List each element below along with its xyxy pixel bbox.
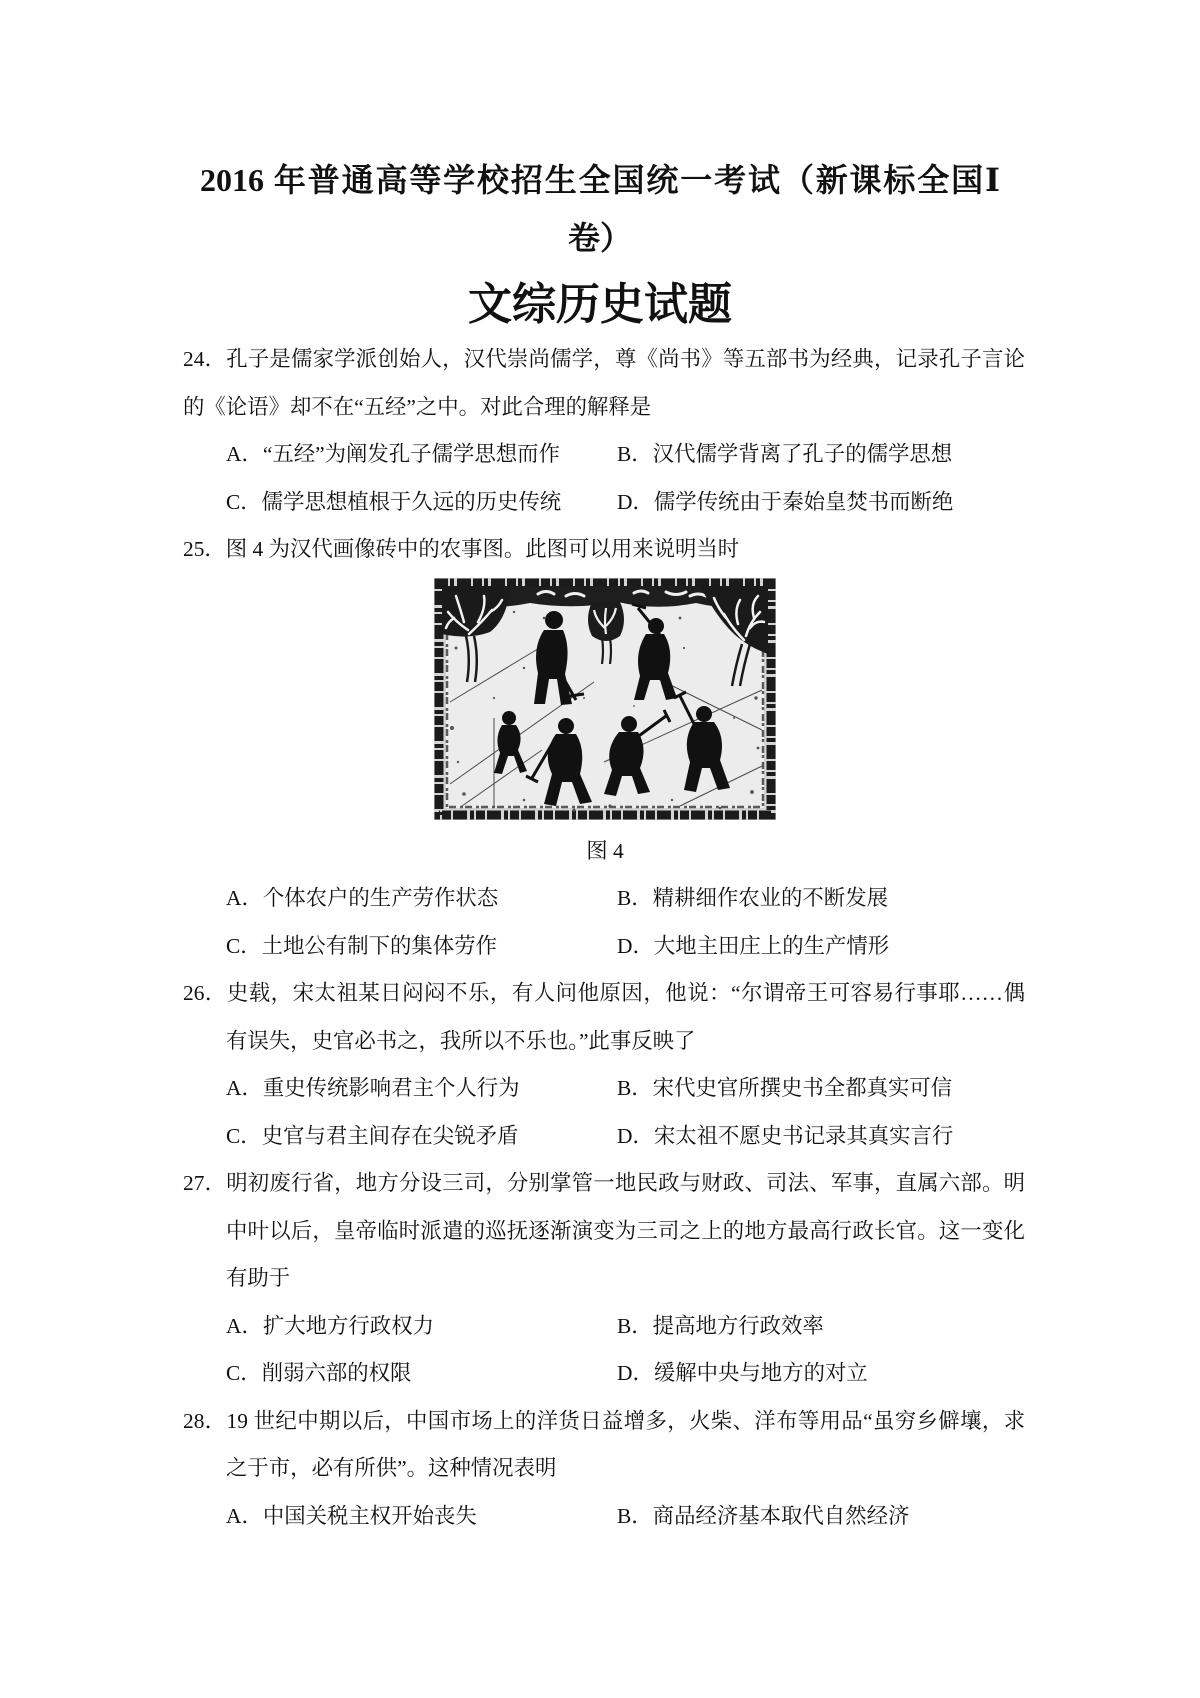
option-text: 精耕细作农业的不断发展 (652, 886, 888, 910)
option-label: A． (226, 1313, 263, 1338)
question-25 (0, 526, 1200, 970)
option-text: 大地主田庄上的生产情形 (653, 933, 890, 958)
option-label: B． (617, 1313, 653, 1338)
option-a (226, 1303, 434, 1351)
option-a (226, 1493, 477, 1541)
exam-title-line-2: 卷） (567, 220, 632, 256)
option-label: B． (617, 886, 653, 910)
question-stem-line (226, 1445, 1025, 1493)
question-stem-line (183, 1160, 1025, 1208)
question-stem-line (226, 1018, 1025, 1066)
han-farming-relief-image (434, 578, 776, 820)
figure-caption: 图 4 (586, 838, 624, 863)
option-label: A． (226, 1076, 263, 1100)
option-d (617, 1113, 953, 1161)
option-c (226, 479, 561, 527)
option-label: A． (226, 442, 263, 466)
stem-text: 图 4 为汉代画像砖中的农事图。此图可以用来说明当时 (225, 537, 740, 561)
option-text: 提高地方行政效率 (652, 1313, 824, 1338)
stem-text: 之于市，必有所供”。这种情况表明 (226, 1456, 557, 1480)
stem-text: 明初废行省，地方分设三司，分别掌管一地民政与财政、司法、军事，直属六部。明 (226, 1171, 1025, 1195)
option-label: B． (617, 1076, 653, 1100)
option-text: 汉代儒学背离了孔子的儒学思想 (652, 442, 953, 466)
exam-subtitle: 文综历史试题 (468, 280, 732, 329)
option-row (226, 1493, 1025, 1541)
question-number: 24． (183, 347, 227, 371)
option-row (226, 923, 1025, 971)
question-number: 28． (183, 1408, 227, 1433)
option-a (226, 1065, 520, 1113)
question-stem-line (183, 970, 1025, 1018)
option-d (617, 1350, 868, 1398)
option-text: “五经”为阐发孔子儒学思想而作 (262, 442, 560, 466)
question-stem-line (183, 526, 1025, 574)
option-c (226, 1350, 411, 1398)
option-text: 土地公有制下的集体劳作 (261, 933, 497, 958)
question-number: 26． (183, 981, 227, 1005)
option-label: D． (617, 1123, 654, 1148)
option-label: B． (617, 442, 653, 466)
option-c (226, 923, 497, 971)
option-label: D． (617, 933, 654, 958)
question-stem-line (226, 1255, 1025, 1303)
option-a (226, 431, 560, 479)
option-label: B． (617, 1503, 653, 1528)
option-row (226, 1065, 1025, 1113)
option-row (226, 1350, 1025, 1398)
stem-text: 19 世纪中期以后，中国市场上的洋货日益增多，火柴、洋布等用品“虽穷乡僻壤，求 (226, 1408, 1025, 1433)
question-number: 25． (183, 537, 226, 561)
stem-text: 有助于 (226, 1266, 291, 1290)
option-text: 缓解中央与地方的对立 (653, 1361, 868, 1385)
option-text: 儒学传统由于秦始皇焚书而断绝 (653, 489, 954, 514)
option-b (617, 1065, 952, 1113)
question-24 (0, 336, 1200, 526)
option-text: 商品经济基本取代自然经济 (652, 1503, 910, 1528)
exam-title-line-1: 2016 年普通高等学校招生全国统一考试（新课标全国Ⅰ (200, 162, 1000, 198)
question-number: 27． (183, 1171, 227, 1195)
question-27 (0, 1160, 1200, 1398)
question-stem-line (183, 336, 1025, 384)
option-row (226, 1303, 1025, 1351)
option-label: C． (226, 489, 262, 514)
option-row (226, 479, 1025, 527)
option-label: D． (617, 489, 654, 514)
stem-text: 有误失，史官必书之，我所以不乐也。”此事反映了 (226, 1028, 696, 1053)
option-row (226, 431, 1025, 479)
question-stem-line (226, 1208, 1025, 1256)
question-list (0, 336, 1200, 1540)
option-text: 史官与君主间存在尖锐矛盾 (261, 1123, 519, 1148)
option-text: 削弱六部的权限 (261, 1361, 412, 1385)
stem-text: 中叶以后，皇帝临时派遣的巡抚逐渐演变为三司之上的地方最高行政长官。这一变化 (226, 1218, 1025, 1243)
option-text: 儒学思想植根于久远的历史传统 (261, 489, 562, 514)
option-label: A． (226, 1503, 263, 1528)
option-label: D． (617, 1361, 654, 1385)
option-label: A． (226, 886, 263, 910)
option-b (617, 431, 952, 479)
option-text: 宋代史官所撰史书全都真实可信 (652, 1076, 953, 1100)
option-d (617, 923, 889, 971)
option-row (226, 875, 1025, 923)
option-text: 重史传统影响君主个人行为 (262, 1076, 520, 1100)
option-a (226, 875, 498, 923)
question-stem-line (183, 1398, 1025, 1446)
stem-text: 的《论语》却不在“五经”之中。对此合理的解释是 (183, 394, 652, 419)
stem-text: 孔子是儒家学派创始人，汉代崇尚儒学，尊《尚书》等五部书为经典，记录孔子言论 (226, 347, 1025, 371)
option-label: C． (226, 1361, 262, 1385)
option-b (617, 1303, 824, 1351)
option-b (617, 1493, 909, 1541)
option-text: 扩大地方行政权力 (262, 1313, 434, 1338)
option-label: C． (226, 1123, 262, 1148)
option-text: 个体农户的生产劳作状态 (262, 886, 499, 910)
option-b (617, 875, 888, 923)
question-26 (0, 970, 1200, 1160)
question-28 (0, 1398, 1200, 1541)
question-stem-line (183, 384, 1025, 432)
option-d (617, 479, 953, 527)
stem-text: 史载，宋太祖某日闷闷不乐，有人问他原因，他说：“尔谓帝王可容易行事耶……偶 (226, 981, 1025, 1005)
option-row (226, 1113, 1025, 1161)
option-text: 中国关税主权开始丧失 (262, 1503, 477, 1528)
option-c (226, 1113, 518, 1161)
option-label: C． (226, 933, 262, 958)
option-text: 宋太祖不愿史书记录其真实言行 (653, 1123, 954, 1148)
